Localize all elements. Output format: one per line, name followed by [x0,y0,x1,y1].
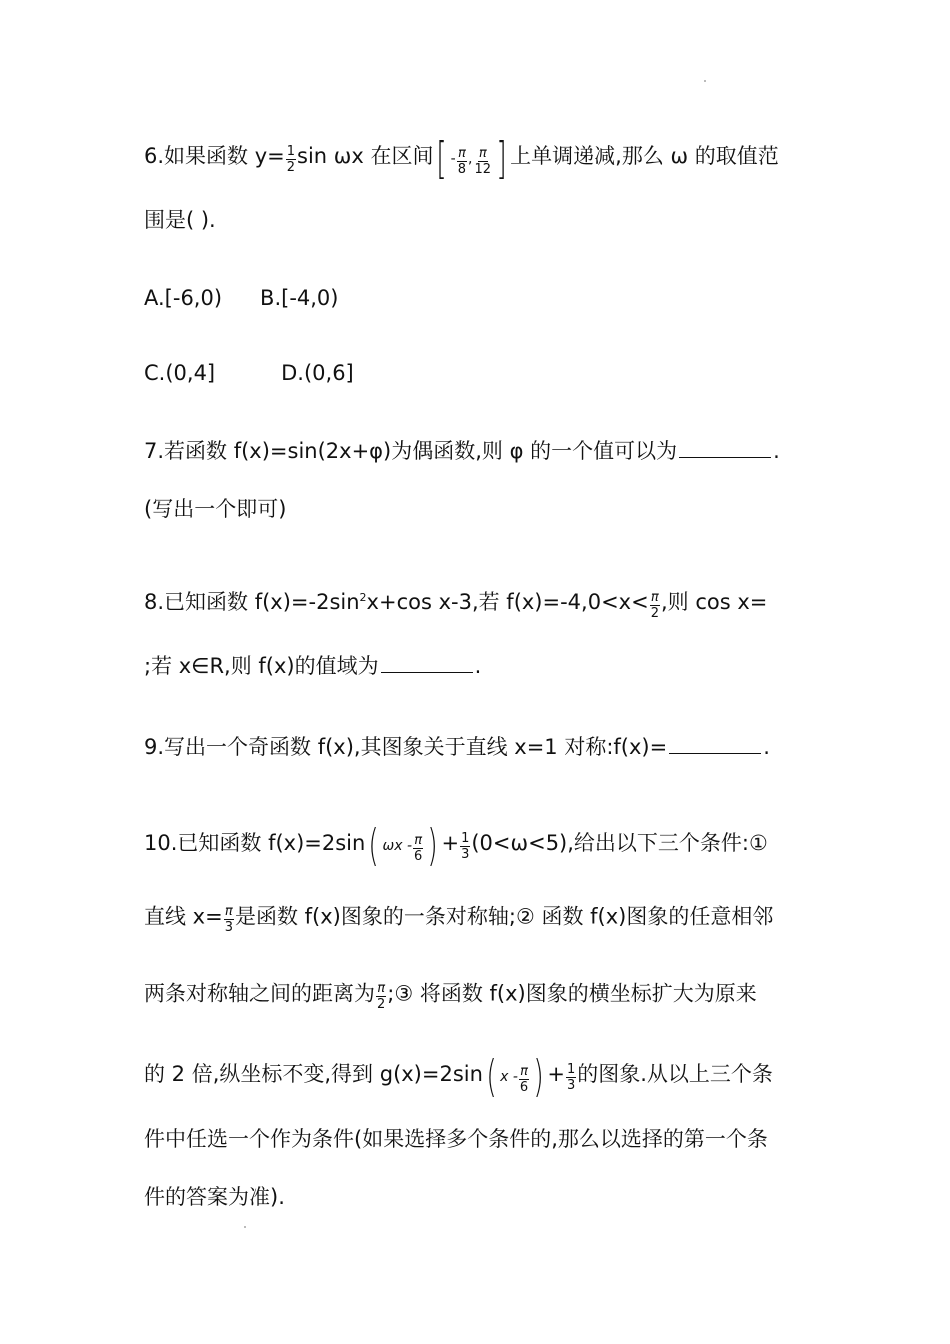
q10-l4-frac-num: π [520,1063,528,1079]
q10-l4-paren: ( x - $\frac{\pi}{6}$ ) [486,1051,544,1102]
q8-part2: x+cos x-3,若 f(x)=-4,0<x< [366,590,649,614]
q10-l3-frac-den: 2 [377,997,386,1012]
q10-l4-plus: + [547,1062,565,1086]
q10-l2-frac-den: 3 [224,920,233,935]
q7-period: . [773,439,780,463]
q8-answer-blank[interactable] [381,654,473,673]
q10-l1-frac2-den: 3 [461,846,470,862]
q10-l1-frac2 [460,831,470,862]
q8-period: . [474,654,482,678]
q8-frac-den: 2 [650,605,659,621]
q9-line1 [144,733,770,761]
q6-option-c: C.(0,4] [144,361,216,385]
q6-int-sep: , [468,151,473,167]
q7-line1 [144,437,780,465]
q10-l1-paren: ( ωx - $\frac{\pi}{6}$ ) [368,820,439,871]
q6-int-b-num: π [478,145,487,161]
q6-line1 [144,133,779,184]
q8-line2 [144,652,481,680]
q10-line5: 件中任选一个作为条件(如果选择多个条件的,那么以选择的第一个条 [144,1127,768,1151]
q9-period: . [763,735,770,759]
q10-line4 [144,1051,773,1102]
q6-options-ab [144,284,339,312]
q10-l2-frac [224,904,234,935]
q10-l4-a: 的 2 倍,纵坐标不变,得到 g(x)=2sin [144,1062,483,1086]
q6-int-a-num: π [457,145,466,161]
q10-line1 [144,820,768,871]
q6-int-a-sign: - [450,151,456,167]
q10-l3-b: ;③ 将函数 f(x)图象的横坐标扩大为原来 [387,981,757,1006]
q10-l4-frac2-num: 1 [566,1061,576,1077]
q10-l4-b: 的图象.从以上三个条 [577,1062,773,1086]
q10-line3 [144,979,757,1010]
q7-answer-blank[interactable] [679,439,771,458]
q6-int-b [473,146,492,177]
q6-prefix: 6.如果函数 y= [144,144,285,168]
q7-line2: (写出一个即可) [144,497,287,521]
q8-fraction [650,590,660,621]
q8-frac-num: π [650,589,659,605]
q10-l4-inner: x - [500,1069,518,1085]
q10-l2-a: 直线 x= [144,904,223,929]
q10-l3-frac [376,981,386,1012]
q6-option-d: D.(0,6] [281,361,354,385]
q7-text: 7.若函数 f(x)=sin(2x+φ)为偶函数,则 φ 的一个值可以为 [144,439,678,463]
q6-mid: sin ωx 在区间 [297,144,434,168]
q6-fraction [286,144,296,175]
q6-frac-den: 2 [286,159,296,175]
q10-l2-b: 是函数 f(x)图象的一条对称轴;② 函数 f(x)图象的任意相邻 [234,904,774,929]
q10-l3-a: 两条对称轴之间的距离为 [144,981,375,1006]
q8-superscript: 2 [359,591,367,604]
q8-line2-text: ;若 x∈R,则 f(x)的值域为 [144,654,379,678]
q10-l1-a: 10.已知函数 f(x)=2sin [144,831,366,855]
q6-suffix: 上单调递减,那么 ω 的取值范 [510,144,779,168]
q8-line1 [144,584,767,619]
q8-part1: 8.已知函数 f(x)=-2sin [144,590,360,614]
q10-line6: 件的答案为准). [144,1185,285,1209]
q6-frac-num: 1 [286,143,296,159]
q10-l1-frac-num: π [414,832,423,848]
q9-answer-blank[interactable] [669,735,761,754]
q10-l2-frac-num: π [224,904,233,919]
q10-l1-plus: + [441,831,460,855]
q8-part3: ,则 cos x= [660,590,768,614]
q6-option-a: A.[-6,0) [144,286,223,310]
q6-option-b: B.[-4,0) [260,286,339,310]
q6-int-b-den: 12 [474,161,491,177]
q6-int-a [457,146,467,177]
q10-l4-frac-den: 6 [519,1079,529,1095]
q10-l1-frac [413,833,423,864]
q10-l4-frac [519,1064,529,1095]
q6-int-a-den: 8 [457,161,466,177]
q10-l3-frac-num: π [377,981,386,996]
q10-l1-inner: ωx - [382,838,413,854]
q10-l1-frac-den: 6 [414,848,423,864]
q10-line2 [144,902,773,933]
q6-options-cd [144,359,354,387]
q10-l4-frac2 [566,1062,576,1093]
q10-l1-frac2-num: 1 [461,830,470,846]
q10-l4-frac2-den: 3 [566,1077,576,1093]
q9-text: 9.写出一个奇函数 f(x),其图象关于直线 x=1 对称:f(x)= [144,735,668,759]
q6-line2: 围是( ). [144,208,216,232]
scan-speck [244,1226,246,1228]
q6-interval: [ - $\frac{\pi}{8}$ , $\frac{\pi}{12}$ ] [436,133,507,184]
scan-speck [704,80,706,82]
q10-l1-b: (0<ω<5),给出以下三个条件:① [471,831,768,855]
